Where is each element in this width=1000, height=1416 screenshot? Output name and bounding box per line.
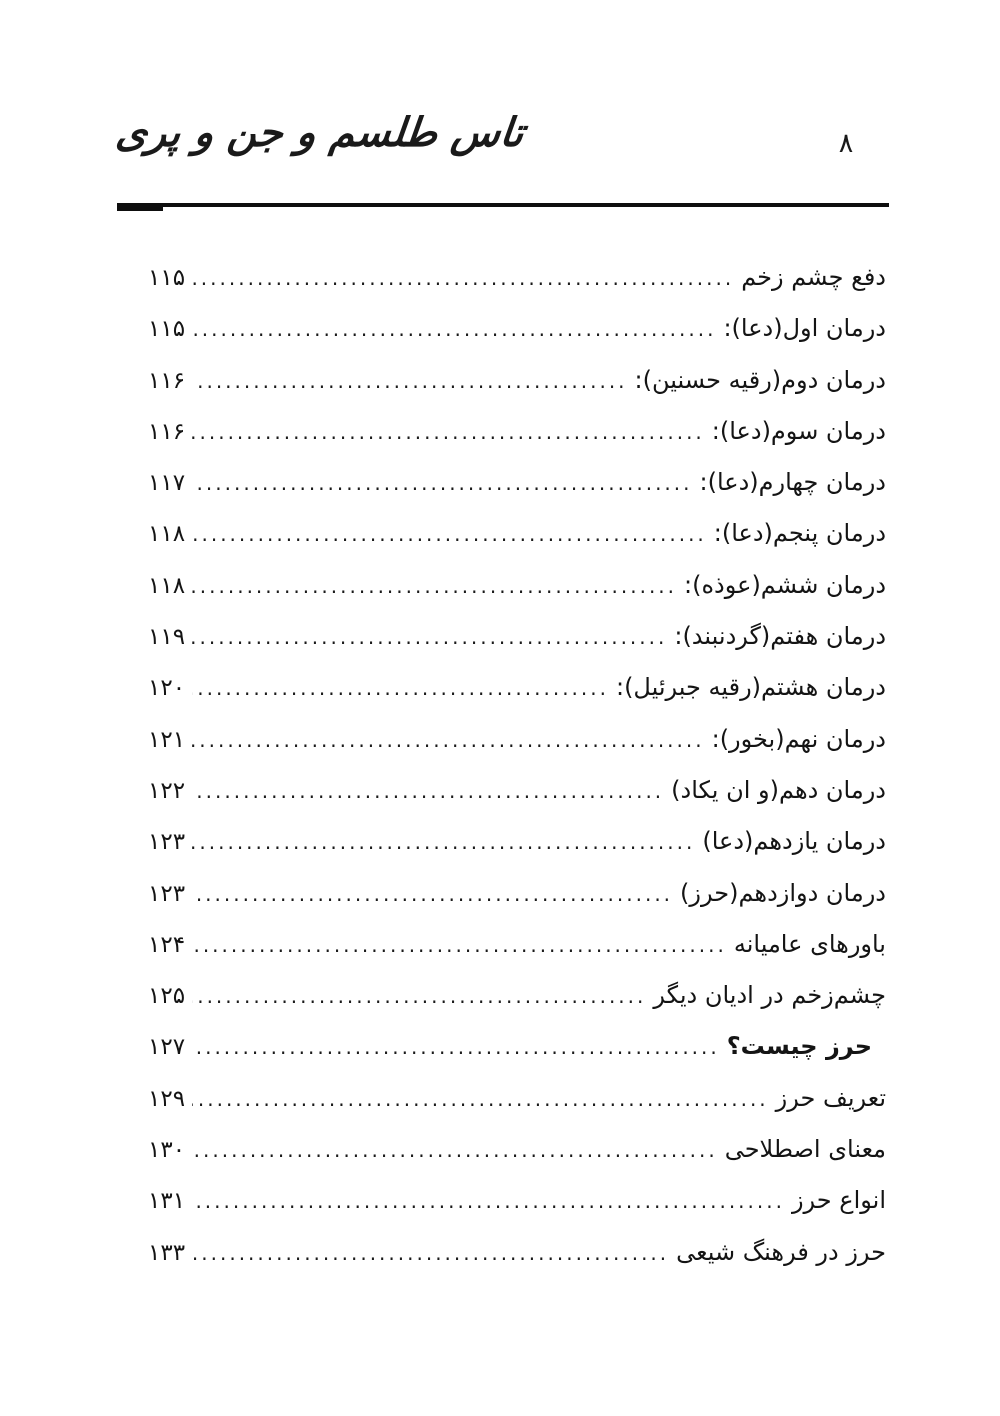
toc-leader-dots xyxy=(192,561,677,613)
toc-entry-title: انواع حرز xyxy=(791,1186,886,1215)
toc-leader-dots xyxy=(192,1022,720,1074)
toc-entry-page-number: ۱۱۶ xyxy=(148,418,186,445)
toc-entry xyxy=(148,1021,886,1072)
toc-entry xyxy=(148,508,886,559)
toc-entry-page-number: ۱۳۳ xyxy=(148,1239,186,1266)
toc-leader-dots xyxy=(192,1125,718,1177)
toc-entry-page-number: ۱۲۵ xyxy=(148,983,186,1010)
toc-leader-dots xyxy=(192,304,716,356)
toc-leader-dots xyxy=(192,1074,769,1126)
toc-entry-page-number: ۱۱۵ xyxy=(148,316,186,343)
toc-entry-title: درمان اول(دعا): xyxy=(723,314,886,343)
toc-entry xyxy=(148,560,886,611)
toc-leader-dots xyxy=(192,663,609,715)
toc-entry xyxy=(148,355,886,406)
toc-entry-title: درمان هفتم(گردنبند): xyxy=(674,622,886,651)
toc-leader-dots xyxy=(192,1176,785,1228)
toc-entry xyxy=(148,1227,886,1278)
toc-entry xyxy=(148,868,886,919)
toc-entry-title: درمان یازدهم(دعا) xyxy=(702,827,886,856)
toc-leader-dots xyxy=(192,817,695,869)
toc-entry-page-number: ۱۱۸ xyxy=(148,521,186,548)
toc-leader-dots xyxy=(192,612,667,664)
toc-leader-dots xyxy=(192,869,673,921)
header-page-number: ۸ xyxy=(838,128,854,159)
toc-entry xyxy=(148,1073,886,1124)
toc-entry-page-number: ۱۲۱ xyxy=(148,726,186,753)
toc-entry-title: حرز چیست؟ xyxy=(726,1032,872,1061)
toc-leader-dots xyxy=(192,1228,669,1280)
toc-entry-title: باورهای عامیانه xyxy=(733,929,886,958)
toc-entry-page-number: ۱۲۴ xyxy=(148,931,186,958)
toc-entry-title: درمان چهارم(دعا): xyxy=(699,468,886,497)
header-divider-rule xyxy=(117,203,889,207)
toc-leader-dots xyxy=(192,920,727,972)
toc-entry-title: درمان سوم(دعا): xyxy=(711,416,886,445)
toc-entry-page-number: ۱۲۰ xyxy=(148,675,186,702)
toc-entry xyxy=(148,816,886,867)
toc-entry-page-number: ۱۲۲ xyxy=(148,777,186,804)
toc-entry-title: درمان ششم(عوذه): xyxy=(684,570,886,599)
toc-leader-dots xyxy=(192,253,734,305)
toc-entry-page-number: ۱۱۶ xyxy=(148,367,186,394)
toc-entry-title: درمان دوازدهم(حرز) xyxy=(680,878,886,907)
toc-entry-title: درمان نهم(بخور): xyxy=(711,724,886,753)
header-book-title: تاس طلسم و جن و پری xyxy=(113,110,526,156)
table-of-contents xyxy=(148,252,886,1278)
toc-entry xyxy=(148,714,886,765)
toc-entry-page-number: ۱۲۳ xyxy=(148,829,186,856)
toc-leader-dots xyxy=(192,407,705,459)
toc-leader-dots xyxy=(192,356,627,408)
toc-entry-title: تعریف حرز xyxy=(775,1083,886,1112)
toc-entry-page-number: ۱۳۱ xyxy=(148,1188,186,1215)
toc-entry-page-number: ۱۱۹ xyxy=(148,624,186,651)
toc-entry-title: معنای اصطلاحی xyxy=(724,1135,886,1164)
toc-leader-dots xyxy=(192,509,707,561)
toc-entry xyxy=(148,970,886,1021)
toc-entry-title: درمان دهم(و ان یکاد) xyxy=(671,775,886,804)
toc-entry-title: چشم‌زخم در ادیان دیگر xyxy=(653,981,886,1010)
toc-entry-page-number: ۱۱۵ xyxy=(148,265,186,291)
toc-entry xyxy=(148,611,886,662)
toc-entry xyxy=(148,252,886,303)
toc-entry xyxy=(148,1175,886,1226)
toc-entry-page-number: ۱۱۷ xyxy=(148,470,186,497)
toc-leader-dots xyxy=(192,971,646,1023)
toc-entry xyxy=(148,457,886,508)
toc-entry-title: درمان هشتم(رقیه جبرئیل): xyxy=(615,673,886,702)
toc-entry xyxy=(148,919,886,970)
toc-entry xyxy=(148,303,886,354)
toc-leader-dots xyxy=(192,766,664,818)
toc-entry-title: حرز در فرهنگ شیعی xyxy=(676,1237,886,1266)
toc-leader-dots xyxy=(192,715,705,767)
toc-entry-page-number: ۱۲۹ xyxy=(148,1085,186,1112)
toc-entry-page-number: ۱۱۸ xyxy=(148,572,186,599)
toc-entry xyxy=(148,406,886,457)
toc-entry-title: دفع چشم زخم xyxy=(741,263,886,291)
toc-entry-page-number: ۱۲۷ xyxy=(148,1034,186,1061)
toc-entry-page-number: ۱۳۰ xyxy=(148,1137,186,1164)
toc-entry xyxy=(148,765,886,816)
toc-entry-title: درمان پنجم(دعا): xyxy=(713,519,886,548)
toc-leader-dots xyxy=(192,458,692,510)
toc-entry xyxy=(148,1124,886,1175)
toc-entry-title: درمان دوم(رقیه حسنین): xyxy=(634,365,886,394)
toc-entry-page-number: ۱۲۳ xyxy=(148,880,186,907)
toc-entry xyxy=(148,662,886,713)
